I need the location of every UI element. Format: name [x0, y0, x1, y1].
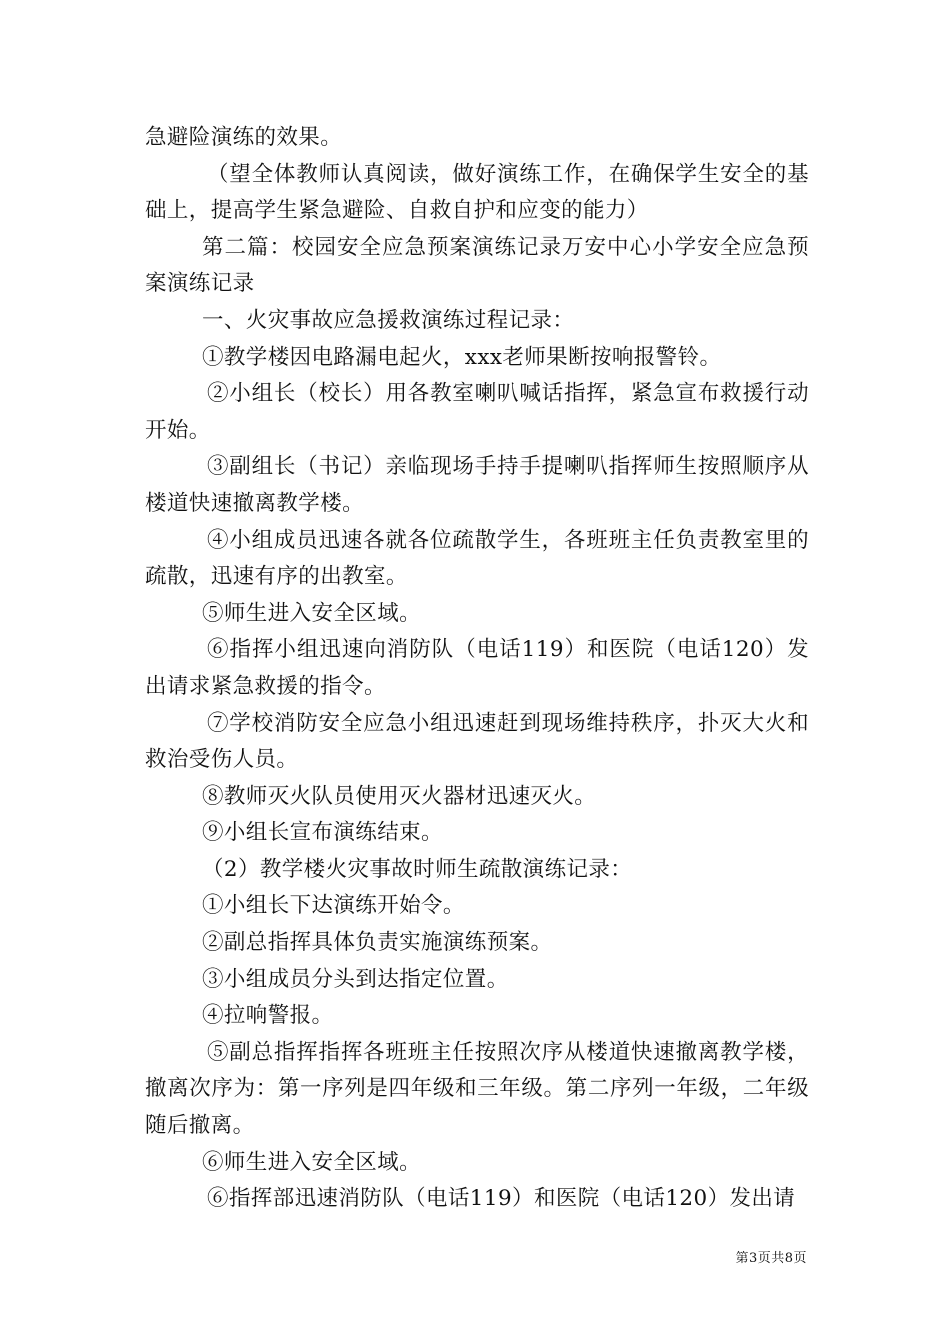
paragraph-section-title: 第二篇：校园安全应急预案演练记录万安中心小学安全应急预案演练记录 — [145, 234, 809, 297]
list-item: ⑦学校消防安全应急小组迅速赶到现场维持秩序，扑灭大火和救治受伤人员。 — [145, 710, 809, 773]
page-number: 第3页共8页 — [735, 1251, 807, 1266]
paragraph-heading-fire-drill: 一、火灾事故应急援救演练过程记录： — [202, 307, 575, 333]
list-item: ⑥指挥小组迅速向消防队（电话119）和医院（电话120）发出请求紧急救援的指令。 — [145, 637, 809, 699]
list-item: ②副总指挥具体负责实施演练预案。 — [202, 930, 553, 956]
list-item: ④拉响警报。 — [202, 1003, 334, 1029]
list-item: ⑧教师灭火队员使用灭火器材迅速灭火。 — [202, 783, 597, 809]
list-item: ⑨小组长宣布演练结束。 — [202, 820, 443, 846]
list-item: ①小组长下达演练开始令。 — [202, 893, 465, 919]
list-item: ①教学楼因电路漏电起火，xxx老师果断按响报警铃。 — [202, 344, 722, 370]
list-item: ⑤师生进入安全区域。 — [202, 600, 422, 626]
list-item: ③小组成员分头到达指定位置。 — [202, 966, 509, 992]
list-item: ⑥师生进入安全区域。 — [202, 1149, 422, 1175]
list-item: ④小组成员迅速各就各位疏散学生，各班班主任负责教室里的疏散，迅速有序的出教室。 — [145, 527, 809, 590]
list-item: ②小组长（校长）用各教室喇叭喊话指挥，紧急宣布救援行动开始。 — [145, 381, 809, 443]
list-item: ③副组长（书记）亲临现场手持手提喇叭指挥师生按照顺序从楼道快速撤离教学楼。 — [145, 454, 809, 516]
paragraph-continuation: 急避险演练的效果。 — [145, 125, 343, 150]
list-item: ⑤副总指挥指挥各班班主任按照次序从楼道快速撤离教学楼，撤离次序为：第一序列是四年级和三年级。第二序列一年级，二年级随后撤离。 — [145, 1039, 809, 1139]
paragraph-heading-evacuation: （2）教学楼火灾事故时师生疏散演练记录： — [202, 856, 633, 882]
document-body — [145, 120, 809, 1218]
paragraph-note: （望全体教师认真阅读，做好演练工作，在确保学生安全的基础上，提高学生紧急避险、自救自护和应变的能力） — [145, 161, 809, 224]
list-item: ⑥指挥部迅速消防队（电话119）和医院（电话120）发出请 — [207, 1186, 796, 1212]
